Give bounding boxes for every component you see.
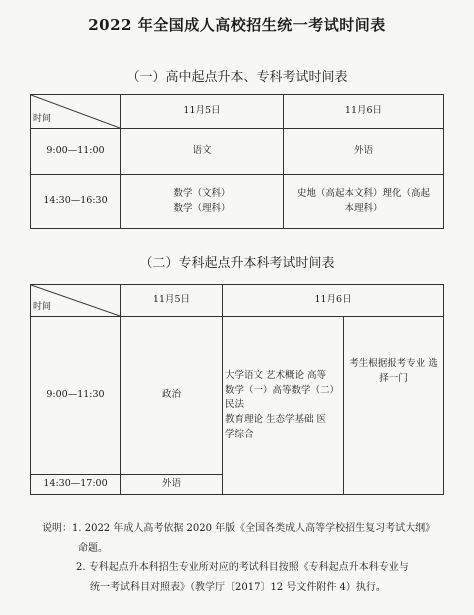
table-row bbox=[31, 285, 444, 317]
corner-label: 时间 bbox=[33, 302, 52, 313]
subject-line: 民法 bbox=[225, 399, 245, 411]
subject-line: 史地（高起本文科）理化（高起 bbox=[296, 187, 430, 199]
date-header: 11月6日 bbox=[284, 95, 444, 129]
subject-line: 大学语文 艺术概论 高等 bbox=[225, 370, 327, 381]
subject-line: 教育理论 生态学基础 医 bbox=[225, 414, 327, 426]
note-line: 统一考试科目对照表》（教学厅〔2017〕12 号文件附件 4）执行。 bbox=[90, 581, 386, 593]
subject-cell bbox=[284, 175, 444, 229]
subject-cell bbox=[344, 317, 444, 495]
page-title: 2022 年全国成人高校招生统一考试时间表 bbox=[88, 16, 386, 34]
subject-cell: 外语 bbox=[121, 475, 223, 495]
date-header: 11月5日 bbox=[121, 95, 284, 129]
subject-line: 数学（文科） bbox=[173, 187, 231, 199]
subject-cell bbox=[223, 317, 344, 495]
subject-line: 数学（一）高等数学（二） bbox=[225, 384, 340, 396]
note-line: 命题。 bbox=[78, 542, 108, 554]
subject-cell bbox=[121, 175, 284, 229]
time-cell: 14:30—17:00 bbox=[31, 475, 121, 495]
subject-line: 学综合 bbox=[225, 428, 254, 440]
subject-line: 本理科） bbox=[344, 202, 383, 214]
date-header: 11月6日 bbox=[223, 285, 444, 317]
table-row bbox=[31, 317, 444, 475]
table-row bbox=[31, 175, 444, 229]
corner-label: 时间 bbox=[33, 114, 52, 125]
corner-cell bbox=[31, 285, 121, 317]
subject-line: 考生根据报考专业 选 bbox=[349, 358, 438, 369]
table-row bbox=[31, 95, 444, 129]
subject-cell: 政治 bbox=[121, 317, 223, 475]
subject-cell: 语文 bbox=[121, 129, 284, 175]
date-header: 11月5日 bbox=[121, 285, 223, 317]
section1-heading: （一）高中起点升本、专科考试时间表 bbox=[126, 70, 348, 85]
subject-cell: 外语 bbox=[284, 129, 444, 175]
time-cell: 14:30—16:30 bbox=[31, 175, 121, 229]
notes bbox=[42, 519, 452, 597]
section2-heading: （二）专科起点升本科考试时间表 bbox=[139, 256, 335, 271]
schedule-table-2 bbox=[30, 284, 444, 495]
note-line: 2. 专科起点升本科招生专业所对应的考试科目按照《专科起点升本科专业与 bbox=[76, 562, 409, 573]
time-cell: 9:00—11:30 bbox=[31, 317, 121, 475]
corner-cell bbox=[31, 95, 121, 129]
table-row bbox=[31, 129, 444, 175]
note-line: 说明：1. 2022 年成人高考依据 2020 年版《全国各类成人高等学校招生复习考试大纲》 bbox=[42, 523, 436, 534]
subject-line: 择一门 bbox=[379, 372, 408, 384]
subject-line: 数学（理科） bbox=[173, 202, 231, 214]
schedule-table-1 bbox=[30, 94, 444, 229]
time-cell: 9:00—11:00 bbox=[31, 129, 121, 175]
